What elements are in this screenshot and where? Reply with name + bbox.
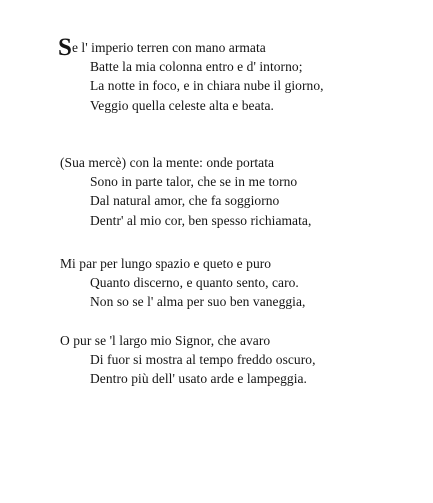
- stanza-4: [58, 331, 388, 389]
- stanza-3: [58, 254, 388, 312]
- verse-line: Mi par per lungo spazio e queto e puro: [60, 256, 272, 271]
- verse-line: Dentro più dell' usato arde e lampeggia.: [90, 371, 307, 387]
- verse-line: Non so se l' alma per suo ben vaneggia,: [90, 294, 306, 310]
- verse-line: Dentr' al mio cor, ben spesso richiamata,: [90, 212, 312, 228]
- verse-line-text: e l' imperio terren con mano armata: [71, 40, 266, 55]
- verse-line: Dal natural amor, che fa soggiorno: [90, 193, 280, 209]
- verse-line: Quanto discerno, e quanto sento, caro.: [90, 275, 299, 291]
- stanza-1: [58, 34, 388, 115]
- verse-line: (Sua mercè) con la mente: onde portata: [60, 155, 275, 170]
- verse-line: [58, 34, 388, 61]
- drop-cap: S: [58, 34, 72, 61]
- verse-line: Veggio quella celeste alta e beata.: [90, 97, 274, 113]
- verse-line: Sono in parte talor, che se in me torno: [90, 174, 298, 190]
- verse-line: Batte la mia colonna entro e d' intorno;: [90, 59, 303, 75]
- verse-line: La notte in foco, e in chiara nube il giorno,: [90, 78, 324, 94]
- verse-line: Di fuor si mostra al tempo freddo oscuro,: [90, 352, 316, 368]
- verse-line: O pur se 'l largo mio Signor, che avaro: [60, 333, 271, 348]
- stanza-2: [58, 153, 388, 230]
